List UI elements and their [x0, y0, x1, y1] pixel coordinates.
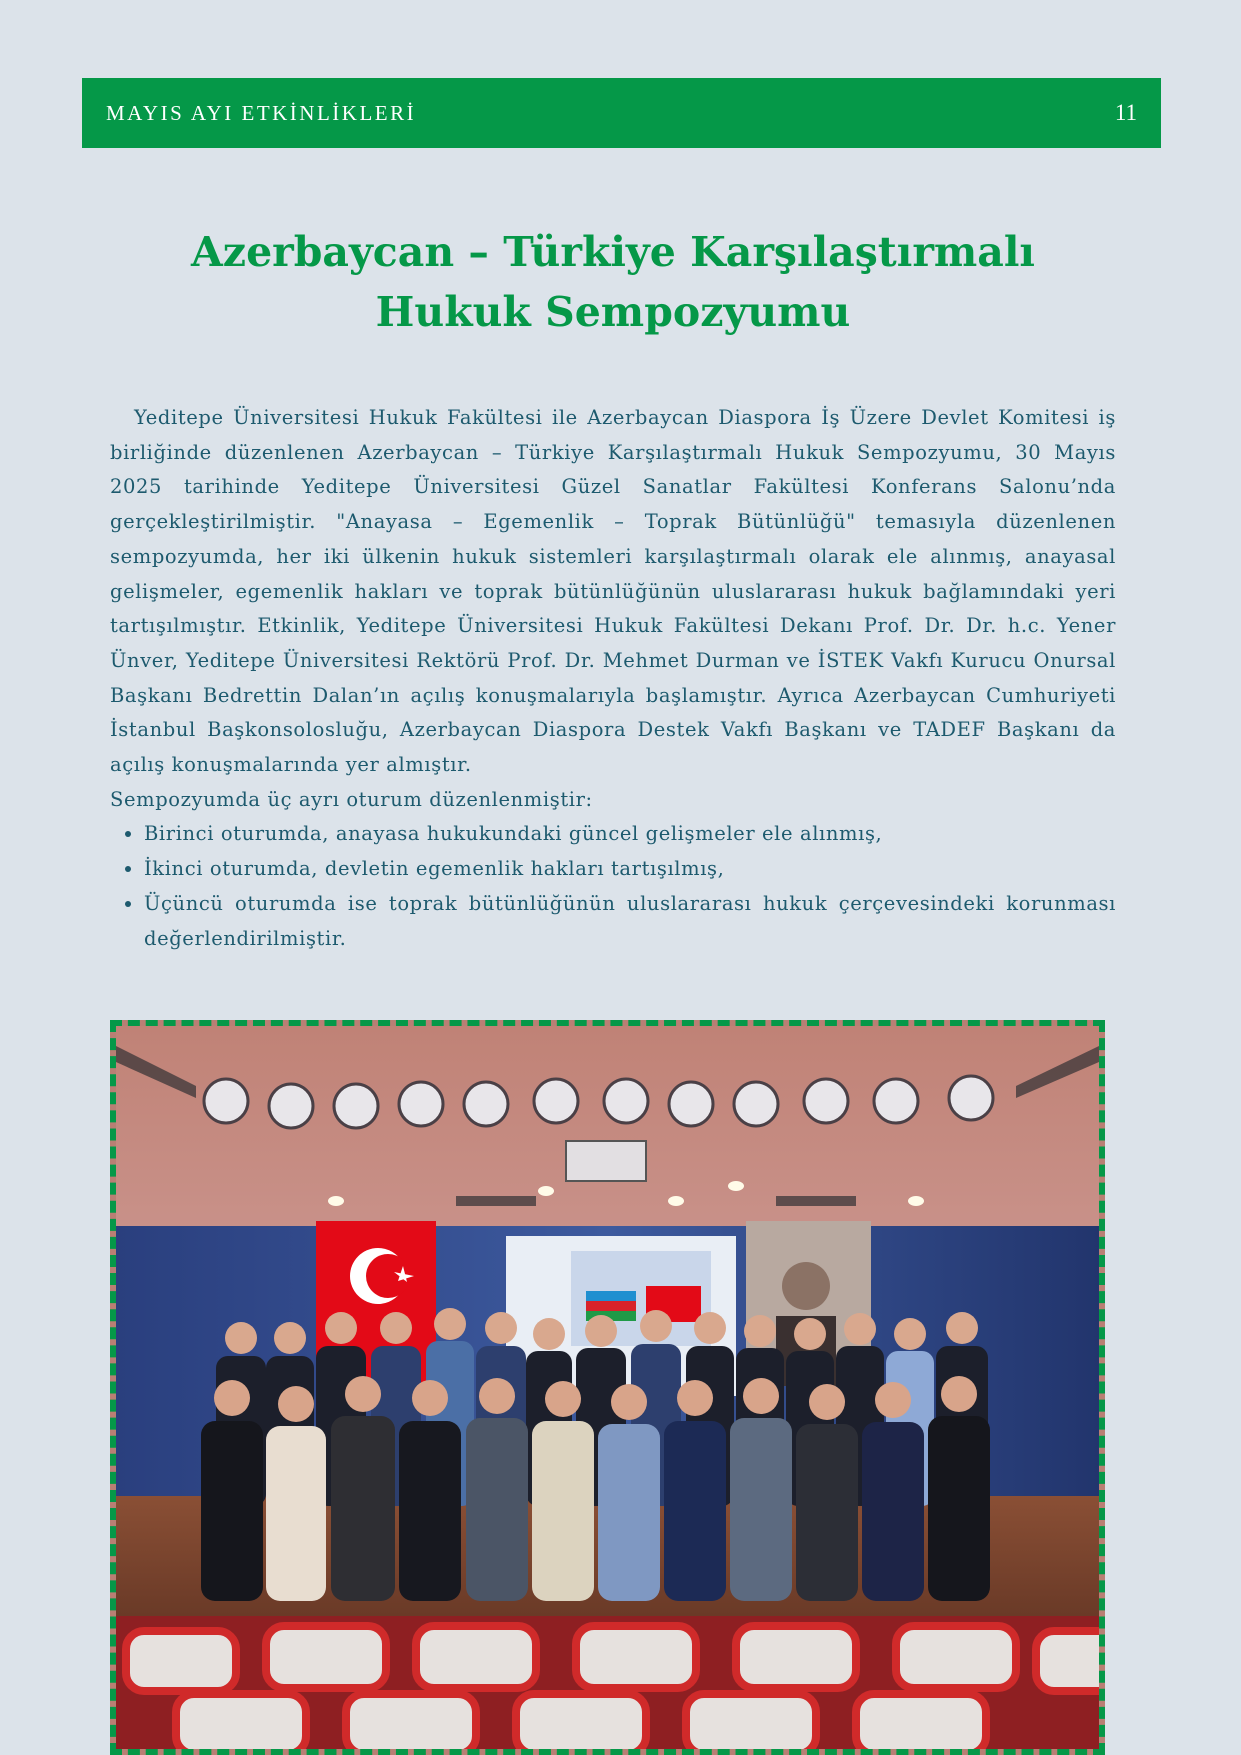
section-title: MAYIS AYI ETKİNLİKLERİ [106, 100, 417, 125]
event-photo-frame [110, 1020, 1105, 1755]
article-body [110, 401, 1116, 956]
article-title: Azerbaycan – Türkiye Karşılaştırmalı Hukuk Sempozyumu [190, 228, 1036, 336]
sessions-list [110, 817, 1116, 956]
list-item: • Birinci oturumda, anayasa hukukundaki güncel gelişmeler ele alınmış, [144, 817, 1116, 852]
sessions-intro: Sempozyumda üç ayrı oturum düzenlenmiştir: [110, 787, 593, 811]
list-item: • İkinci oturumda, devletin egemenlik hakları tartışılmış, [144, 852, 1116, 887]
group-photo [116, 1026, 1099, 1749]
page-number: 11 [1114, 100, 1137, 125]
audience-seats [116, 1616, 1099, 1749]
header-bar [82, 78, 1161, 148]
list-item: • Üçüncü oturumda ise toprak bütünlüğünün uluslararası hukuk çerçevesindeki korunması değerlendirilmiştir. [144, 887, 1116, 956]
intro-paragraph: Yeditepe Üniversitesi Hukuk Fakültesi ile Azerbaycan Diaspora İş Üzere Devlet Komitesi iş birliğinde düzenlenen Azerbaycan – Türkiye Karşılaştırmalı Hukuk Sempozyumu, 30 Mayıs 2025 tarihinde Yeditepe Üniversitesi Güzel Sanatlar Fakültesi Konferans Salonu’nda gerçekleştirilmiştir. "Anayasa – Egemenlik – Toprak Bütünlüğü" temasıyla düzenlenen sempozyumda, her iki ülkenin hukuk sistemleri karşılaştırmalı olarak ele alınmış, anayasal gelişmeler, egemenlik hakları ve toprak bütünlüğünün uluslararası hukuk bağlamındaki yeri tartışılmıştır. Etkinlik, Yeditepe Üniversitesi Hukuk Fakültesi Dekanı Prof. Dr. Dr. h.c. Yener Ünver, Yeditepe Üniversitesi Rektörü Prof. Dr. Mehmet Durman ve İSTEK Vakfı Kurucu Onursal Başkanı Bedrettin Dalan’ın açılış konuşmalarıyla başlamıştır. Ayrıca Azerbaycan Cumhuriyeti İstanbul Başkonsolosluğu, Azerbaycan Diaspora Destek Vakfı Başkanı ve TADEF Başkanı da açılış konuşmalarında yer almıştır. [110, 406, 1116, 777]
